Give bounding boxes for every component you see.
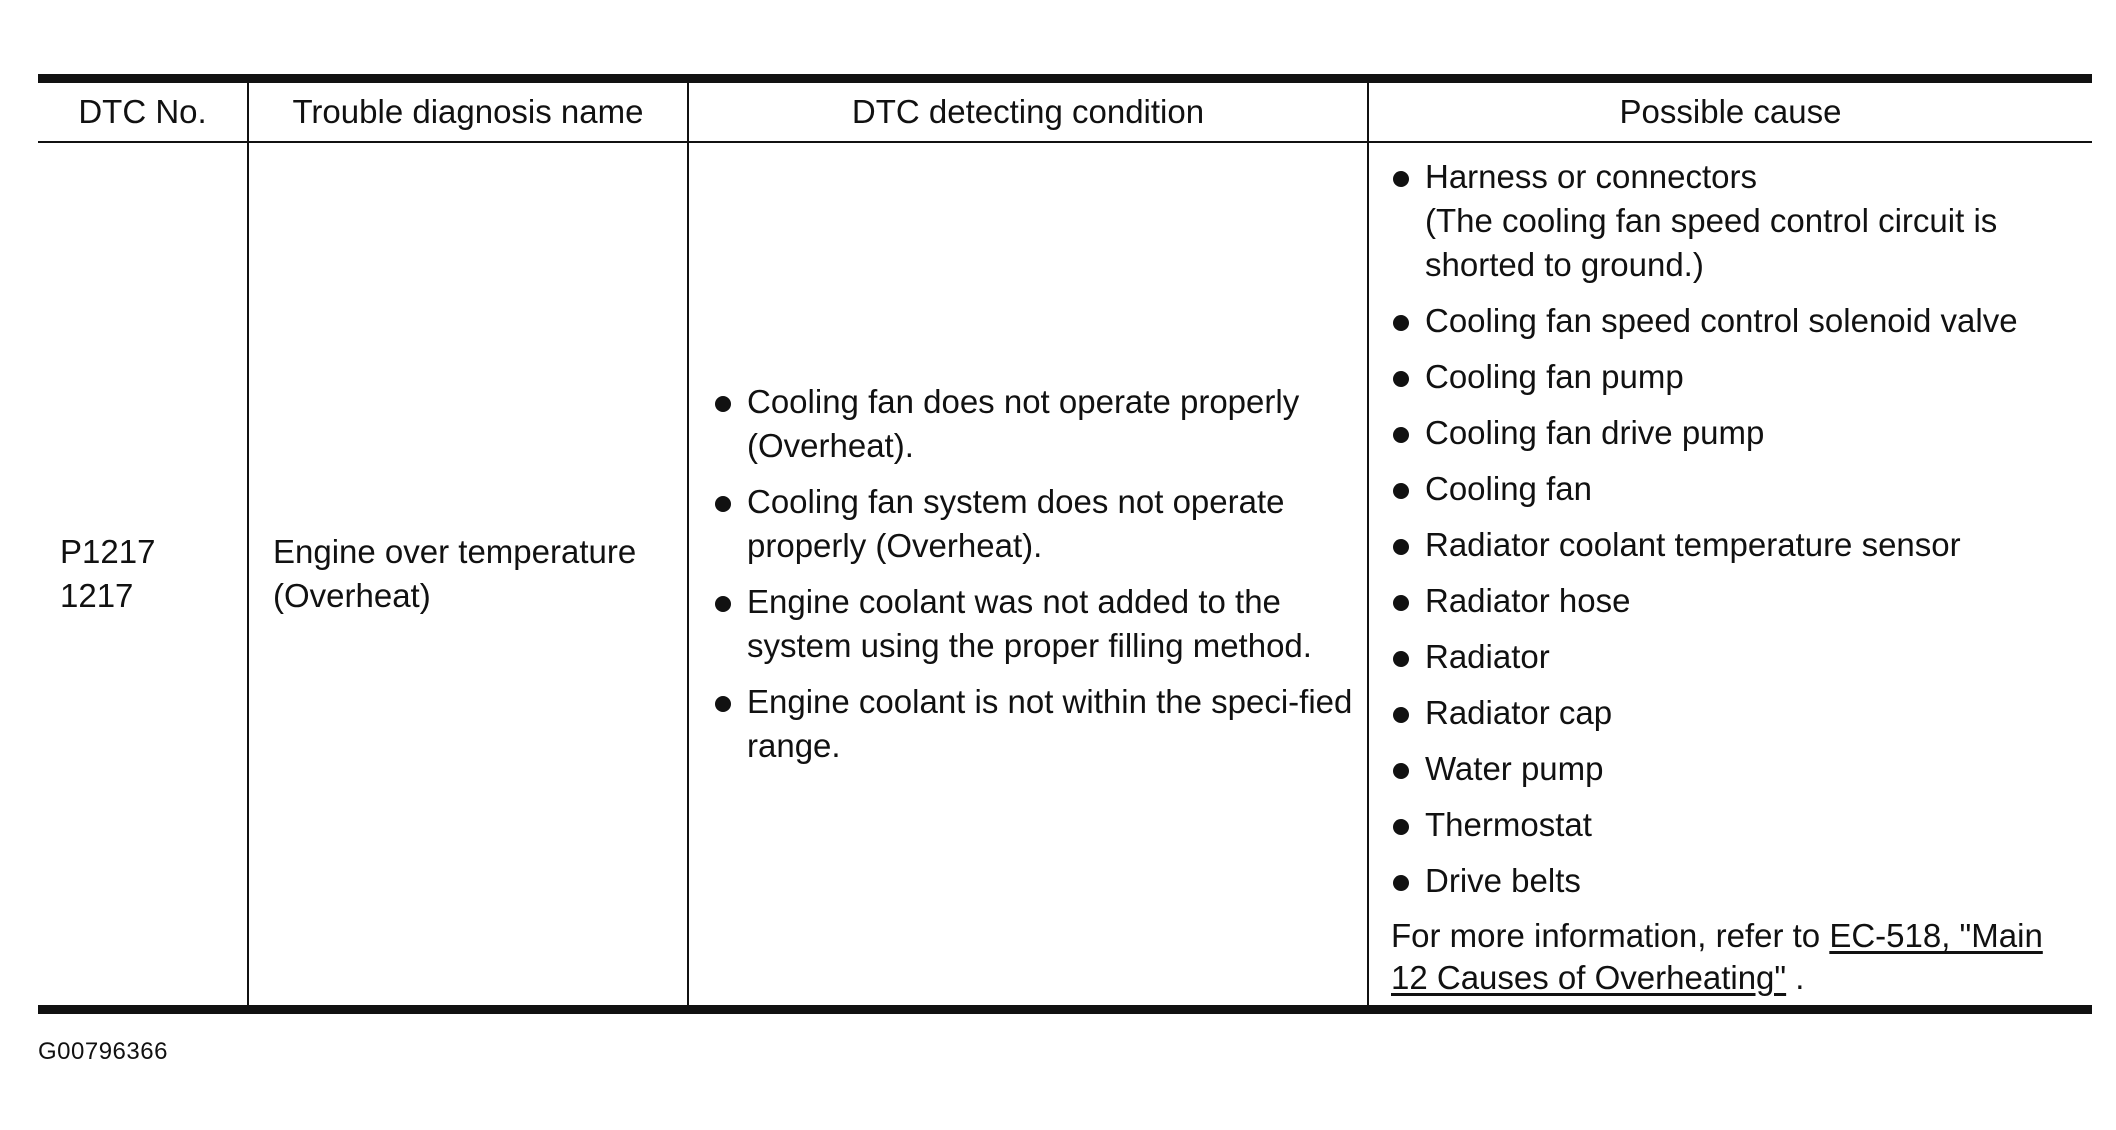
list-item	[1391, 155, 2082, 287]
table-row	[38, 142, 2092, 1010]
list-item: Radiator coolant temperature sensor	[1391, 523, 2082, 567]
list-item: Cooling fan	[1391, 467, 2082, 511]
list-item: Radiator	[1391, 635, 2082, 679]
overheating-causes-link[interactable]: EC-518, "Main 12 Causes of Overheating"	[1391, 917, 2043, 996]
dtc-table	[38, 74, 2092, 1014]
dtc-no-cell	[38, 142, 248, 1010]
dtc-code: 1217	[60, 577, 134, 614]
list-item: Drive belts	[1391, 859, 2082, 903]
possible-cause-cell	[1368, 142, 2092, 1010]
figure-id: G00796366	[38, 1038, 168, 1065]
more-info-prefix: For more information, refer to	[1391, 917, 1830, 954]
detecting-condition-cell	[688, 142, 1368, 1010]
more-info-suffix: .	[1786, 959, 1805, 996]
trouble-diagnosis-name-cell	[248, 142, 688, 1010]
header-dtc-no: DTC No.	[38, 79, 248, 143]
diagnosis-name-line: Engine over temperature	[273, 533, 637, 570]
list-item: Thermostat	[1391, 803, 2082, 847]
list-item: Cooling fan does not operate properly (Overheat).	[713, 380, 1353, 468]
table-header-row	[38, 79, 2092, 143]
list-item: Water pump	[1391, 747, 2082, 791]
list-item: Engine coolant is not within the speci-fied range.	[713, 680, 1353, 768]
cause-text: Harness or connectors	[1425, 158, 1757, 195]
diagnosis-name-line: (Overheat)	[273, 577, 431, 614]
list-item: Radiator cap	[1391, 691, 2082, 735]
more-info-note	[1391, 915, 2082, 999]
list-item: Radiator hose	[1391, 579, 2082, 623]
header-dtc-detecting-condition: DTC detecting condition	[688, 79, 1368, 143]
dtc-code: P1217	[60, 533, 156, 570]
header-trouble-diagnosis-name: Trouble diagnosis name	[248, 79, 688, 143]
list-item: Cooling fan speed control solenoid valve	[1391, 299, 2082, 343]
condition-list	[713, 380, 1353, 768]
cause-list	[1391, 155, 2082, 903]
list-item: Engine coolant was not added to the system using the proper filling method.	[713, 580, 1353, 668]
list-item: Cooling fan system does not operate properly (Overheat).	[713, 480, 1353, 568]
header-possible-cause: Possible cause	[1368, 79, 2092, 143]
list-item: Cooling fan drive pump	[1391, 411, 2082, 455]
cause-detail: (The cooling fan speed control circuit is shorted to ground.)	[1425, 202, 1998, 283]
list-item: Cooling fan pump	[1391, 355, 2082, 399]
